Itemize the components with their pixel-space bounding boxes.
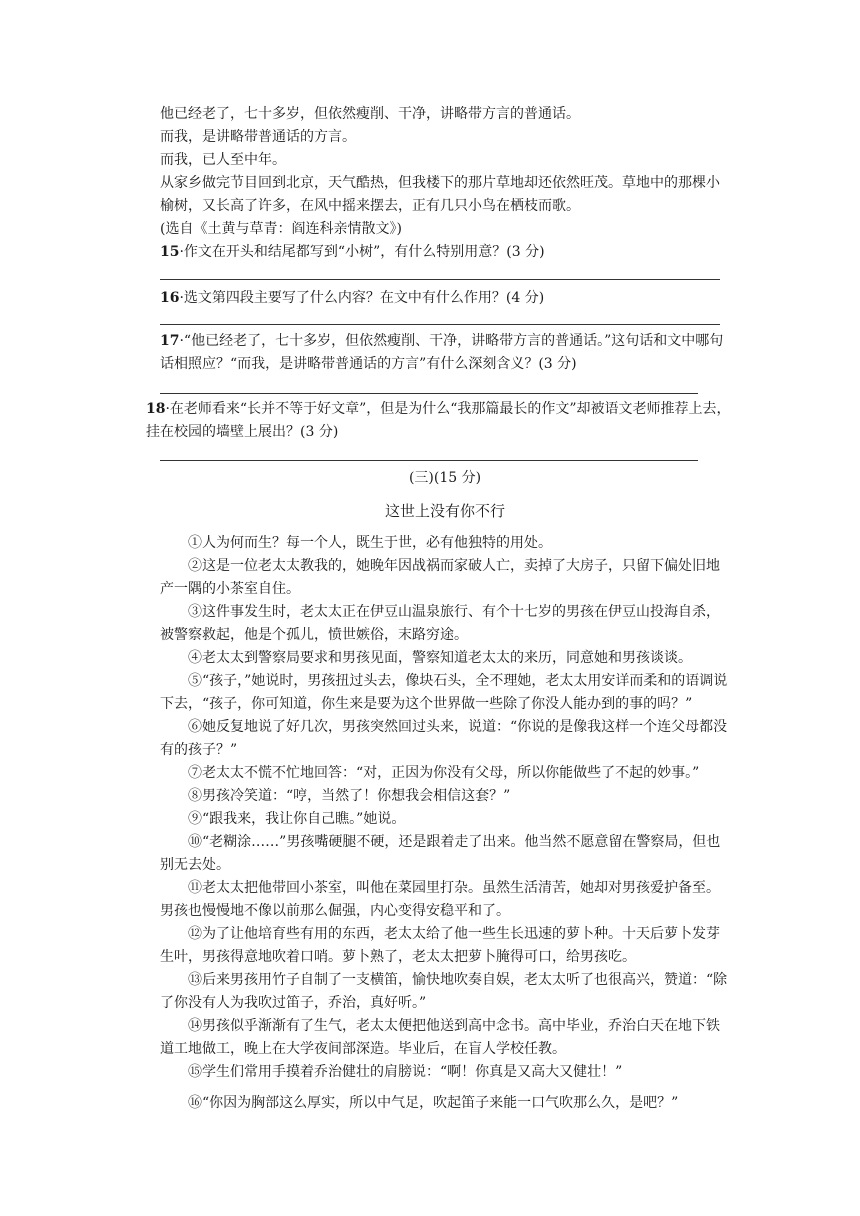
question-number: 18: [146, 401, 166, 417]
passage-paragraph: 而我，是讲略带普通话的方言。: [160, 129, 356, 145]
article-paragraph: ④老太太到警察局要求和男孩见面，警察知道老太太的来历，同意她和男孩谈谈。: [188, 650, 692, 666]
answer-line[interactable]: [160, 460, 698, 461]
article-paragraph: ⑨“跟我来，我让你自己瞧。”她说。: [188, 811, 406, 827]
passage-paragraph: [160, 172, 732, 218]
article-paragraph: ⑭男孩似乎渐渐有了生气，老太太便把他送到高中念书。高中毕业，乔治白天在地下铁道工地做工，晚上在大学夜间部深造。毕业后，在盲人学校任教。: [160, 1018, 720, 1057]
question-number: 17: [160, 333, 180, 349]
passage-paragraph-text: 从家乡做完节目回到北京，天气酷热，但我楼下的那片草地却还依然旺茂。草地中的那棵小榆树，又长高了许多，在风中摇来摆去，正有几只小鸟在栖枝而歌。: [160, 175, 720, 214]
article-paragraph: ①人为何而生？每一个人，既生于世，必有他独特的用处。: [188, 535, 552, 551]
article-paragraph: ⑫为了让他培育些有用的东西，老太太给了他一些生长迅速的萝卜种。十天后萝卜发芽生叶，男孩得意地吹着口哨。萝卜熟了，老太太把萝卜腌得可口，给男孩吃。: [160, 926, 720, 965]
article-title: 这世上没有你不行: [384, 502, 505, 520]
article-paragraph: ③这件事发生时，老太太正在伊豆山温泉旅行、有个十七岁的男孩在伊豆山投海自杀，被警察救起，他是个孤儿，愤世嫉俗，末路穷途。: [160, 604, 720, 643]
question-number: 15: [160, 244, 180, 260]
passage-paragraph: 而我，已人至中年。: [160, 152, 286, 168]
question-18: [146, 398, 736, 444]
article-paragraph: ⑮学生们常用手摸着乔治健壮的肩膀说：“啊！你真是又高大又健壮！”: [188, 1064, 623, 1080]
article-paragraph: ⑩“老糊涂……”男孩嘴硬腿不硬，还是跟着走了出来。他当然不愿意留在警察局，但也别无去处。: [160, 834, 721, 873]
answer-line[interactable]: [160, 324, 720, 325]
question-17: [160, 330, 732, 376]
answer-line[interactable]: [160, 393, 698, 394]
answer-line[interactable]: [160, 279, 720, 280]
article-paragraph: ⑯“你因为胸部这么厚实，所以中气足，吹起笛子来能一口气吹那么久，是吧？”: [188, 1095, 679, 1111]
question-text: ·“他已经老了，七十多岁，但依然瘦削、干净，讲略带方言的普通话。”这句话和文中哪句话相照应？“而我，是讲略带普通话的方言”有什么深刻含义？(3 分): [160, 333, 724, 372]
passage-paragraph: 他已经老了，七十多岁，但依然瘦削、干净，讲略带方言的普通话。: [160, 106, 580, 122]
question-16: [160, 287, 544, 309]
article-paragraph: ⑪老太太把他带回小茶室，叫他在菜园里打杂。虽然生活清苦，她却对男孩爱护备至。男孩也慢慢地不像以前那么倔强，内心变得安稳平和了。: [160, 880, 720, 919]
question-number: 16: [160, 290, 180, 306]
question-text: ·选文第四段主要写了什么内容？在文中有什么作用？(4 分): [179, 290, 545, 306]
article-paragraph: ⑧男孩冷笑道：“哼，当然了！你想我会相信这套？”: [188, 788, 511, 804]
question-15: [160, 241, 545, 263]
section-heading: (三)(15 分): [408, 470, 482, 486]
article-paragraph: ⑥她反复地说了好几次，男孩突然回过头来，说道：“你说的是像我这样一个连父母都没有的孩子？”: [160, 719, 728, 758]
article-paragraph: ②这是一位老太太教我的，她晚年因战祸而家破人亡，卖掉了大房子，只留下偏处旧地产一隅的小茶室自住。: [160, 558, 720, 597]
question-text: ·作文在开头和结尾都写到“小树”，有什么特别用意？(3 分): [179, 244, 545, 260]
article-paragraph: ⑦老太太不慌不忙地回答：“对，正因为你没有父母，所以你能做些了不起的妙事。”: [188, 765, 700, 781]
article-paragraph: ⑤“孩子，”她说时，男孩扭过头去，像块石头，全不理她，老太太用安详而柔和的语调说下去，“孩子，你可知道，你生来是要为这个世界做一些除了你没人能办到的事的吗？”: [160, 673, 728, 712]
question-text: ·在老师看来“长并不等于好文章”，但是为什么“我那篇最长的作文”却被语文老师推荐上去，挂在校园的墙壁上展出？(3 分): [146, 401, 731, 440]
article-body: [160, 532, 732, 1115]
article-paragraph: ⑬后来男孩用竹子自制了一支横笛，愉快地吹奏自娱，老太太听了也很高兴，赞道：“除了你没有人为我吹过笛子，乔治，真好听。”: [160, 972, 728, 1011]
passage-source: (选自《土黄与草青：阎连科亲情散文》): [160, 221, 402, 237]
